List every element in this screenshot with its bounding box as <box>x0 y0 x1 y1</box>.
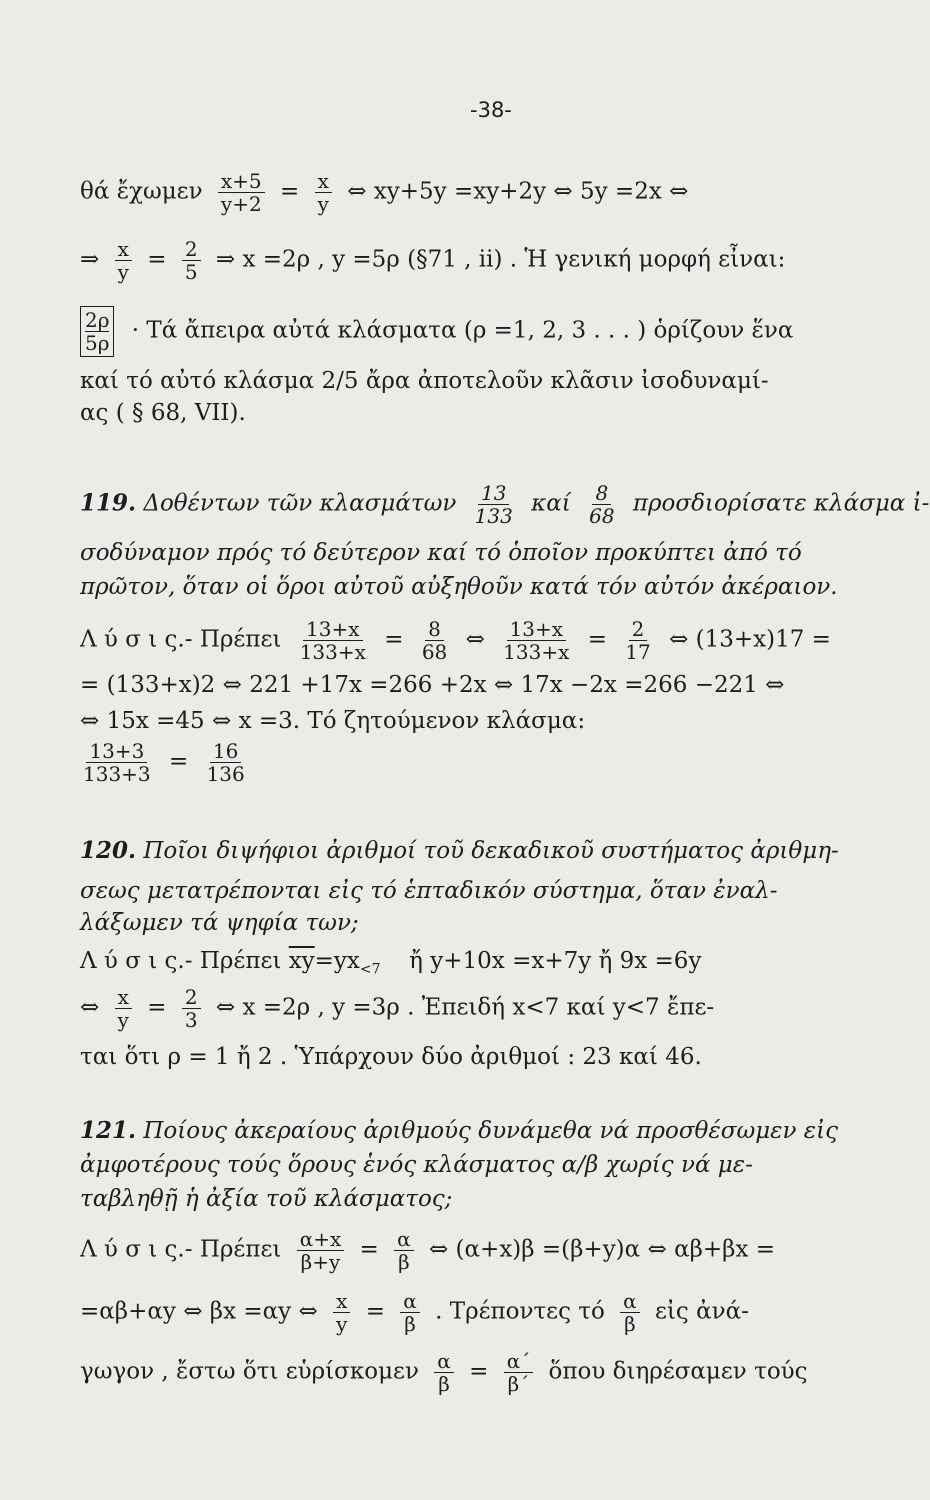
iff: ⇔ <box>80 994 100 1021</box>
equals: = <box>587 626 607 653</box>
problem-121-line-3: ταβληθῇ ἡ ἀξία τοῦ κλάσματος; <box>80 1186 453 1212</box>
numerator: α <box>394 1228 414 1251</box>
equation-text: =αβ+αy ⇔ βx =αy ⇔ <box>80 1298 318 1325</box>
problem-120-solution-1 <box>80 946 880 985</box>
problem-number: 121. <box>80 1117 137 1144</box>
fraction <box>315 170 332 215</box>
boxed-fraction <box>80 306 114 357</box>
numerator: x <box>333 1290 350 1313</box>
numerator: α <box>434 1350 454 1373</box>
problem-121-solution-2 <box>80 1290 880 1335</box>
problem-121-line-1 <box>80 1116 880 1146</box>
fraction <box>218 170 265 215</box>
fraction <box>297 1228 345 1273</box>
numerator: 2 <box>182 986 201 1009</box>
fraction <box>586 482 617 527</box>
equation-text: ⇒ x =2ρ , y =5ρ (§71 , ii) . Ἡ γενική μορφή εἶναι: <box>215 246 786 273</box>
text: . Τρέποντες τό <box>435 1298 605 1325</box>
numerator: x <box>115 986 132 1009</box>
numerator: 13 <box>478 482 509 505</box>
denominator: 133+x <box>503 640 570 664</box>
equals: = <box>147 246 167 273</box>
numerator: 16 <box>210 740 241 763</box>
numerator: 2 <box>629 618 648 641</box>
fraction <box>394 1228 414 1273</box>
denominator: 5ρ <box>85 331 110 355</box>
problem-119-solution-3: ⇔ 15x =45 ⇔ x =3. Τό ζητούμενον κλάσμα: <box>80 708 586 734</box>
numerator: α+x <box>297 1228 345 1251</box>
denominator: β΄ <box>507 1372 530 1396</box>
problem-119-solution-1 <box>80 618 880 663</box>
fraction <box>504 1350 534 1395</box>
fraction <box>115 986 132 1031</box>
fraction <box>333 1290 350 1335</box>
text-line-3 <box>80 306 880 357</box>
numerator: x <box>115 238 132 261</box>
subscript: <7 <box>359 961 381 978</box>
solution-label: Λ ύ σ ι ς.- Πρέπει <box>80 948 282 974</box>
problem-120-solution-2 <box>80 986 880 1031</box>
problem-119-line-2: σοδύναμον πρός τό δεύτερον καί τό ὁποῖον προκύπτει ἀπό τό <box>80 540 802 566</box>
denominator: y+2 <box>220 192 262 216</box>
text: ὅπου διηρέσαμεν τούς <box>548 1358 808 1385</box>
denominator: y <box>117 260 129 284</box>
denominator: y <box>317 192 329 216</box>
denominator: β <box>398 1250 410 1274</box>
equation-text: ⇔ x =2ρ , y =3ρ . Ἐπειδή x<7 καί y<7 ἔπε- <box>215 994 715 1021</box>
text: γωγον , ἔστω ὅτι εὑρίσκομεν <box>80 1358 419 1385</box>
denominator: y <box>336 1312 348 1336</box>
problem-121-line-2: ἀμφοτέρους τούς ὅρους ἑνός κλάσματος α/β χωρίς νά με- <box>80 1152 753 1178</box>
iff: ⇔ <box>465 626 485 653</box>
numerator: x <box>315 170 332 193</box>
numerator: 8 <box>425 618 444 641</box>
numerator: 13+x <box>507 618 567 641</box>
fraction <box>622 618 653 663</box>
overlined-number: $\overline{xy}$ <box>288 948 315 974</box>
equation-text: ⇔ (α+x)β =(β+y)α ⇔ αβ+βx = <box>428 1236 776 1263</box>
text-line-5: ας ( § 68, VII). <box>80 400 246 426</box>
fraction <box>400 1290 420 1335</box>
equals: = <box>279 178 300 205</box>
equals: = <box>365 1298 385 1325</box>
equation-text: ἤ y+10x =x+7y ἤ 9x =6y <box>409 948 702 974</box>
denominator: β <box>438 1372 450 1396</box>
denominator: 136 <box>206 762 245 786</box>
equation-text: ⇔ (13+x)17 = <box>669 626 831 653</box>
problem-number: 119. <box>80 489 137 517</box>
numerator: x+5 <box>218 170 265 193</box>
numerator: 8 <box>592 482 611 505</box>
numerator: 13+x <box>303 618 363 641</box>
equation-text: ⇔ xy+5y =xy+2y ⇔ 5y =2x ⇔ <box>347 178 689 205</box>
solution-label: Λ ύ σ ι ς.- Πρέπει <box>80 1236 282 1263</box>
solution-label: Λ ύ σ ι ς.- Πρέπει <box>80 626 282 653</box>
denominator: 133 <box>474 504 513 528</box>
problem-121-solution-1 <box>80 1228 880 1273</box>
text: προσδιορίσατε κλάσμα ἰ- <box>632 490 930 517</box>
text: καί <box>531 490 571 517</box>
fraction <box>204 740 248 785</box>
denominator: 5 <box>184 260 198 284</box>
denominator: 133+3 <box>83 762 151 786</box>
numerator: 2ρ <box>85 308 110 332</box>
equation-text: =yx <box>314 948 360 974</box>
denominator: 68 <box>421 640 448 664</box>
fraction <box>419 618 450 663</box>
problem-119-line-1 <box>80 481 930 528</box>
denominator: β <box>404 1312 416 1336</box>
problem-121-solution-3 <box>80 1350 880 1395</box>
fraction <box>472 482 516 527</box>
fraction <box>115 238 132 283</box>
problem-120-line-3: λάξωμεν τά ψηφία των; <box>80 910 359 936</box>
text: Ποῖοι διψήφιοι ἀριθμοί τοῦ δεκαδικοῦ συστήματος ἀριθμη- <box>143 838 839 864</box>
numerator: 13+3 <box>86 740 147 763</box>
fraction <box>182 986 201 1031</box>
denominator: 68 <box>589 504 615 528</box>
equals: = <box>469 1358 489 1385</box>
numerator: α <box>400 1290 420 1313</box>
fraction <box>500 618 572 663</box>
fraction <box>297 618 369 663</box>
problem-119-result <box>80 740 880 785</box>
denominator: β <box>624 1312 636 1336</box>
text: Δοθέντων τῶν κλασμάτων <box>143 490 457 517</box>
problem-number: 120. <box>80 837 137 864</box>
text: Ποίους ἀκεραίους ἀριθμούς δυνάμεθα νά προσθέσωμεν εἰς <box>143 1118 839 1144</box>
text-line-4: καί τό αὐτό κλάσμα 2/5 ἄρα ἀποτελοῦν κλᾶσιν ἰσοδυναμί- <box>80 368 769 394</box>
numerator: α΄ <box>504 1350 534 1373</box>
denominator: β+y <box>300 1250 341 1274</box>
problem-120-line-1 <box>80 836 880 866</box>
problem-120-line-2: σεως μετατρέπονται εἰς τό ἑπταδικόν σύστημα, ὅταν ἐναλ- <box>80 878 778 904</box>
fraction <box>80 740 154 785</box>
fraction <box>182 238 201 283</box>
page-number: -38- <box>470 98 512 122</box>
text: · Τά ἄπειρα αὐτά κλάσματα (ρ =1, 2, 3 . . . ) ὁρίζουν ἕνα <box>131 317 794 344</box>
text-line-2 <box>80 238 880 283</box>
denominator: 17 <box>625 640 651 664</box>
numerator: 2 <box>182 238 201 261</box>
equals: = <box>147 994 167 1021</box>
equals: = <box>384 626 404 653</box>
equals: = <box>168 748 189 775</box>
implies: ⇒ <box>80 246 100 273</box>
equals: = <box>359 1236 379 1263</box>
denominator: y <box>117 1008 129 1032</box>
problem-119-solution-2: = (133+x)2 ⇔ 221 +17x =266 +2x ⇔ 17x −2x =266 −221 ⇔ <box>80 672 785 698</box>
denominator: 133+x <box>299 640 366 664</box>
text-line-1 <box>80 170 880 215</box>
problem-119-line-3: πρῶτον, ὅταν οἱ ὅροι αὐτοῦ αὐξηθοῦν κατά τόν αὐτόν ἀκέραιον. <box>80 574 838 600</box>
text: εἰς ἀνά- <box>655 1298 749 1325</box>
numerator: α <box>620 1290 640 1313</box>
fraction <box>620 1290 640 1335</box>
denominator: 3 <box>184 1008 198 1032</box>
text: θά ἔχωμεν <box>80 178 203 205</box>
fraction <box>434 1350 454 1395</box>
problem-120-solution-3: ται ὅτι ρ = 1 ἤ 2 . Ὑπάρχουν δύο ἀριθμοί : 23 καί 46. <box>80 1044 702 1070</box>
